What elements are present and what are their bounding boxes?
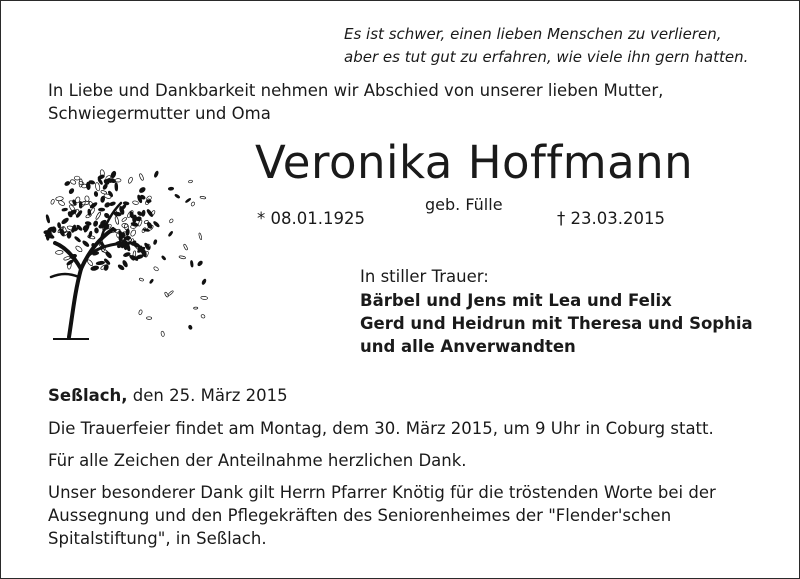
death-date: † 23.03.2015	[557, 209, 665, 228]
tree-with-falling-leaves-icon	[39, 151, 211, 351]
mourner-line-3: und alle Anverwandten	[360, 337, 576, 356]
special-thanks-line-1: Unser besonderer Dank gilt Herrn Pfarrer Knötig für die tröstenden Worte bei der	[48, 483, 716, 502]
special-thanks-line-2: Aussegnung und den Pflegekräften des Seniorenheimes der "Flender'schen	[48, 506, 672, 525]
funeral-notice: Die Trauerfeier findet am Montag, dem 30. März 2015, um 9 Uhr in Coburg statt.	[48, 419, 714, 438]
intro-line-2: Schwiegermutter und Oma	[48, 104, 271, 123]
place: Seßlach,	[48, 386, 128, 405]
special-thanks-line-3: Spitalstiftung", in Seßlach.	[48, 529, 267, 548]
place-date-line	[48, 384, 288, 407]
birth-date: * 08.01.1925	[257, 209, 365, 228]
thanks-notice: Für alle Zeichen der Anteilnahme herzlichen Dank.	[48, 451, 467, 470]
mourner-line-2: Gerd und Heidrun mit Theresa und Sophia	[360, 314, 753, 333]
intro-line-1: In Liebe und Dankbarkeit nehmen wir Abschied von unserer lieben Mutter,	[48, 81, 664, 100]
quote-line-2: aber es tut gut zu erfahren, wie viele ihn gern hatten.	[344, 48, 749, 66]
deceased-name: Veronika Hoffmann	[255, 136, 694, 189]
date: den 25. März 2015	[127, 386, 288, 405]
mourner-line-1: Bärbel und Jens mit Lea und Felix	[360, 291, 672, 310]
mourners-heading: In stiller Trauer:	[360, 267, 489, 286]
quote-line-1: Es ist schwer, einen lieben Menschen zu verlieren,	[344, 25, 722, 43]
birth-name: geb. Fülle	[425, 195, 503, 214]
